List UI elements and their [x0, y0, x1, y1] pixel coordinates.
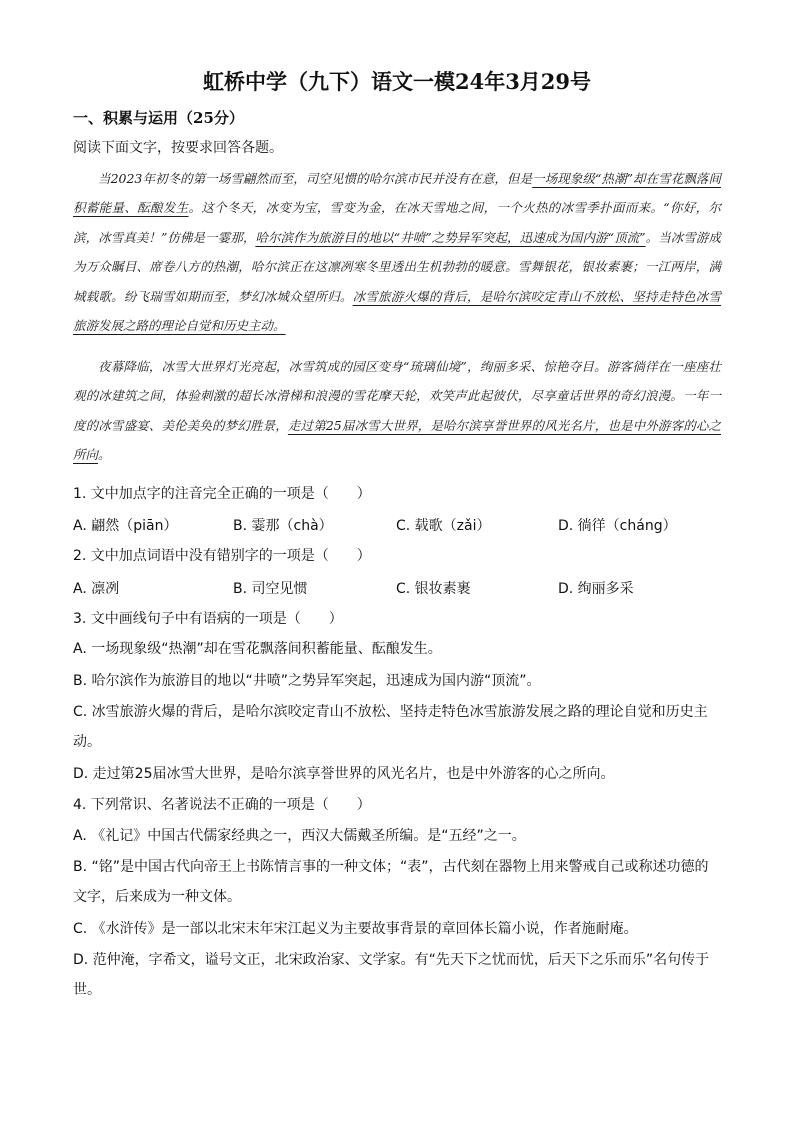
passage-text: 。当冰雪游成为万众瞩目、席卷八方的热潮，哈尔滨正在这凛冽寒冬里透出生机勃勃的暖意。雪舞银花，银妆素裹；一江两岸，满城载歌。纷飞瑞雪如期而至，梦幻冰城众望所归。	[73, 229, 721, 304]
passage-text: 。	[98, 447, 111, 463]
option-b: B. 哈尔滨作为旅游目的地以“井喷”之势异军突起，迅速成为国内游“顶流”。	[73, 673, 541, 689]
option-c: C. 《水浒传》是一部以北宋末年宋江起义为主要故事背景的章回体长篇小说，作者施耐庵。	[73, 921, 638, 937]
passage-paragraph-2	[73, 352, 721, 470]
question-4-stem: 4. 下列常识、名著说法不正确的一项是（ ）	[73, 797, 371, 813]
question-2-options	[73, 578, 723, 600]
underlined-sentence-b: 哈尔滨作为旅游目的地以“井喷”之势异军突起，迅速成为国内游“顶流”	[255, 229, 646, 245]
option-a: A. 一场现象级“热潮”却在雪花飘落间积蓄能量、酝酿发生。	[73, 641, 442, 657]
underlined-sentence-c: 冰雪旅游火爆的背后，是哈尔滨咬定青山不放松、坚持走特色冰雪旅游发展之路的理论自觉和历史主动。	[73, 288, 721, 334]
option-b: B. “铭”是中国古代向帝王上书陈情言事的一种文体；“表”，古代刻在器物上用来警戒自己或称述功德的文字，后来成为一种文体。	[73, 859, 709, 905]
option-a: A. 凛冽	[73, 581, 120, 597]
passage-text: 夜幕降临，冰雪大世界灯光亮起，冰雪筑成的园区变身“琉璃仙境”，绚丽多采、惊艳夺目。游客徜徉在一座座壮观的冰建筑之间，体验刺激的超长冰滑梯和浪漫的雪花摩天轮，欢笑声此起彼伏，尽享童话世界的奇幻浪漫。一年一度的冰雪盛宴、美伦美奂的梦幻胜景，	[73, 359, 721, 433]
question-1-stem: 1. 文中加点字的注音完全正确的一项是（ ）	[73, 486, 371, 502]
option-d: D. 绚丽多采	[558, 581, 634, 597]
page-title: 虹桥中学（九下）语文一模24年3月29号	[202, 69, 592, 94]
instruction-text: 阅读下面文字，按要求回答各题。	[73, 140, 283, 156]
option-c: C. 银妆素裹	[396, 581, 471, 597]
question-3-stem: 3. 文中画线句子中有语病的一项是（ ）	[73, 611, 343, 627]
option-a: A. 《礼记》中国古代儒家经典之一，西汉大儒戴圣所编。是“五经”之一。	[73, 828, 526, 844]
option-d: D. 范仲淹，字希文，谥号文正，北宋政治家、文学家。有“先天下之忧而忧，后天下之乐而乐”名句传于世。	[73, 952, 710, 998]
underlined-sentence-d: 走过第25届冰雪大世界，是哈尔滨享誉世界的风光名片，也是中外游客的心之所向	[73, 417, 721, 463]
passage-paragraph-1	[73, 164, 721, 340]
option-b: B. 霎那（chà）	[233, 518, 333, 534]
question-2-stem: 2. 文中加点词语中没有错别字的一项是（ ）	[73, 548, 371, 564]
option-c: C. 载歌（zǎi）	[396, 518, 491, 534]
option-d: D. 走过第25届冰雪大世界，是哈尔滨享誉世界的风光名片，也是中外游客的心之所向。	[73, 766, 615, 782]
passage-text: 当2023年初冬的第一场雪翩然而至，司空见惯的哈尔滨市民并没有在意，但是	[98, 171, 533, 186]
passage-text: 。这个冬天，冰变为宝，雪变为金，在冰天雪地之间，一个火热的冰雪季扑面而来。“你好，尔滨，冰雪真美！”仿佛是一霎那，	[73, 200, 721, 245]
option-a: A. 翩然（piān）	[73, 518, 178, 534]
option-c: C. 冰雪旅游火爆的背后，是哈尔滨咬定青山不放松、坚持走特色冰雪旅游发展之路的理论自觉和历史主动。	[73, 704, 708, 750]
option-d: D. 徜徉（cháng）	[558, 518, 677, 534]
underlined-sentence-a: 一场现象级“热潮”却在雪花飘落间积蓄能量、酝酿发生	[73, 171, 721, 216]
question-1-options	[73, 515, 723, 537]
section-heading: 一、积累与运用（25分）	[73, 109, 244, 127]
option-b: B. 司空见惯	[233, 581, 308, 597]
